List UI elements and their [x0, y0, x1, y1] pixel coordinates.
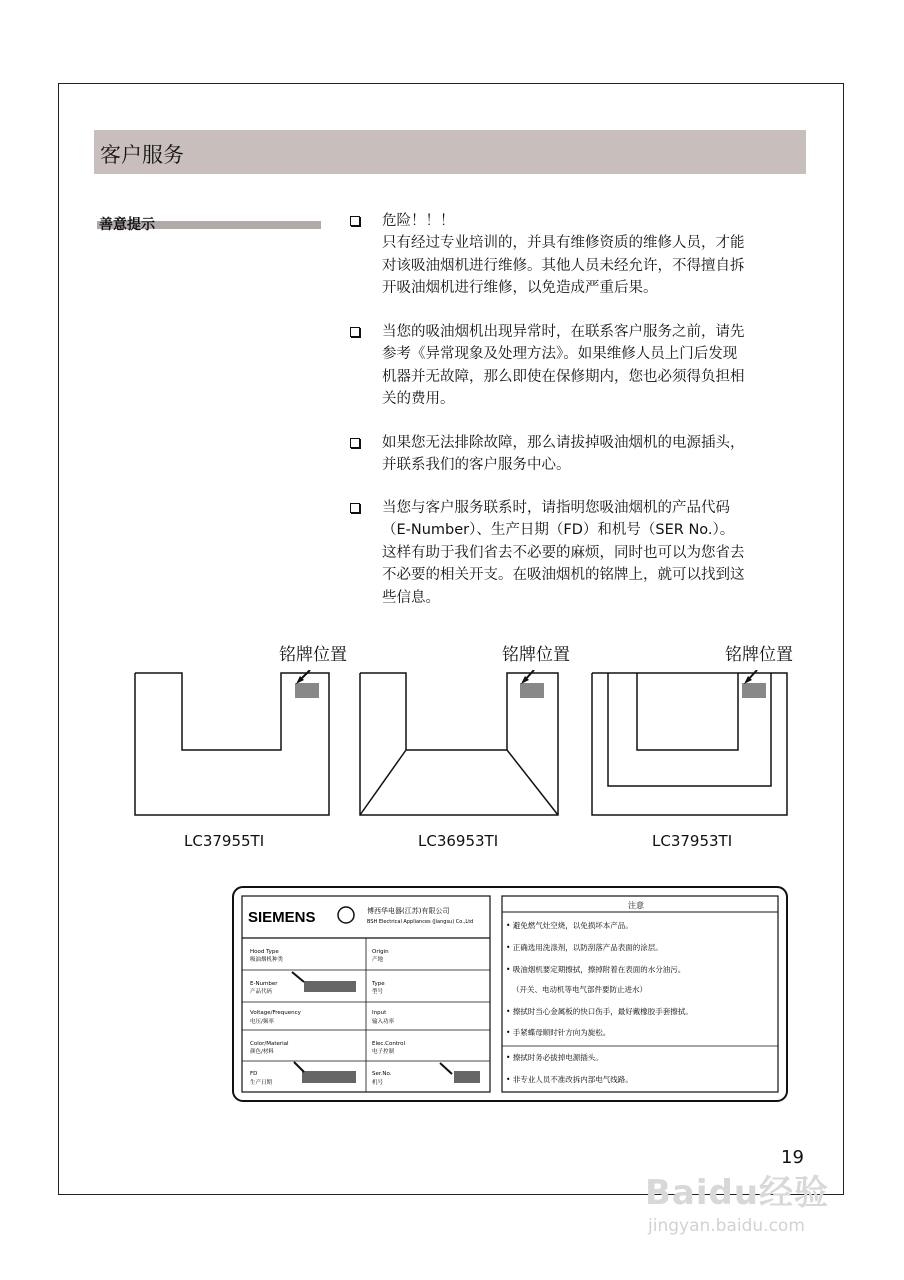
field-cn: 吸油烟机种类 [250, 957, 284, 963]
field-en: Type [372, 981, 385, 987]
nameplate-position-label: 铭牌位置 [502, 645, 570, 665]
tip-line: 机器并无故障，那么即使在保修期内，您也必须得负担相 [382, 368, 745, 385]
tip-line: 开吸油烟机进行维修，以免造成严重后果。 [382, 280, 658, 297]
tip-line: 当您的吸油烟机出现异常时，在联系客户服务之前，请先 [382, 324, 745, 340]
tip-line: 当您与客户服务联系时，请指明您吸油烟机的产品代码 [382, 500, 730, 516]
checkbox-bullet-icon [350, 438, 360, 448]
watermark [645, 1165, 829, 1236]
nameplate-image [232, 886, 788, 1102]
field-cn: 产品代码 [250, 989, 273, 995]
tip-line: 如果您无法排除故障，那么请拔掉吸油烟机的电源插头， [382, 435, 745, 451]
nameplate-position-label: 铭牌位置 [725, 645, 793, 665]
notice-line: • 正确选用洗涤剂，以防刮落产品表面的涂层。 [506, 943, 663, 952]
field-cn: 型号 [372, 989, 384, 995]
notice-line: （开关、电动机等电气部件要防止进水） [512, 985, 647, 994]
field-en: Color/Material [250, 1041, 289, 1047]
tip-line: 关的费用。 [382, 391, 455, 408]
field-en: Origin [372, 949, 389, 955]
hood-outline-1 [134, 670, 334, 850]
notice-title: 注意 [628, 901, 644, 910]
notice-line: • 吸油烟机要定期擦拭，擦掉附着在表面的水分油污。 [506, 965, 686, 974]
field-cn: 颜色/材料 [250, 1049, 274, 1055]
field-cn: 电子控制 [372, 1049, 395, 1055]
notice-line: • 擦拭时务必拔掉电源插头。 [506, 1053, 603, 1062]
section-title-bar [94, 130, 806, 174]
hood-diagram-3 [590, 640, 795, 852]
field-en: Voltage/Frequency [250, 1010, 301, 1016]
tip-line: 不必要的相关开支。在吸油烟机的铭牌上，就可以找到这 [382, 567, 745, 584]
brand-logo: SIEMENS [248, 909, 316, 926]
field-cn: 机号 [372, 1080, 384, 1086]
watermark-logo: Baidu经验 [645, 1173, 830, 1213]
page-number: 19 [781, 1147, 804, 1168]
company-name-en: BSH Electrical Appliances (Jiangsu) Co.,Ltd [367, 919, 474, 925]
hood-diagram-2 [358, 640, 570, 852]
tip-line: 这样有助于我们省去不必要的麻烦，同时也可以为您省去 [382, 544, 745, 561]
field-en: FD [250, 1071, 258, 1077]
hood-outline-3 [590, 670, 795, 850]
heading-label: 善意提示 [99, 217, 155, 233]
field-cn: 生产日期 [250, 1080, 273, 1086]
field-cn: 电压/频率 [250, 1019, 274, 1025]
field-en: Input [372, 1010, 387, 1016]
section-title: 客户服务 [100, 143, 184, 167]
field-en: Elec.Control [372, 1041, 406, 1047]
tip-line: 并联系我们的客户服务中心。 [382, 457, 571, 474]
hood-diagram-1 [134, 640, 347, 852]
model-label: LC36953TI [418, 832, 499, 850]
tip-line: （E-Number）、生产日期（FD）和机号（SER No.）。 [382, 522, 735, 539]
field-cn: 产地 [372, 957, 384, 963]
checkbox-bullet-icon [350, 216, 360, 226]
model-label: LC37953TI [652, 832, 733, 850]
notice-line: • 避免燃气灶空烧，以免损坏本产品。 [506, 921, 633, 930]
checkbox-bullet-icon [350, 503, 360, 513]
notice-line: • 非专业人员不准改拆内部电气线路。 [506, 1075, 633, 1084]
field-en: E-Number [250, 981, 278, 987]
tip-line: 些信息。 [382, 589, 440, 606]
company-name-cn: 博西华电器(江苏)有限公司 [367, 907, 450, 915]
field-cn: 输入功率 [372, 1019, 395, 1025]
tip-line: 参考《异常现象及处理方法》。如果维修人员上门后发现 [382, 346, 738, 363]
checkbox-bullet-icon [350, 327, 360, 337]
tip-line: 只有经过专业培训的，并具有维修资质的维修人员，才能 [382, 235, 745, 252]
nameplate-position-label: 铭牌位置 [279, 645, 347, 665]
tip-line: 对该吸油烟机进行维修。其他人员未经允许，不得擅自拆 [382, 257, 745, 274]
hood-outline-2 [358, 670, 563, 850]
field-en: Hood Type [250, 949, 279, 955]
watermark-url: jingyan.baidu.com [648, 1216, 805, 1236]
notice-line: • 擦拭时当心金属板的快口伤手，最好戴橡胶手套擦拭。 [506, 1007, 693, 1016]
field-en: Ser.No. [372, 1071, 392, 1077]
model-label: LC37955TI [184, 832, 265, 850]
sidebar-heading [97, 213, 321, 231]
tip-line: 危险！！！ [382, 213, 455, 229]
notice-line: • 手紧蝶母顺时针方向为旋松。 [506, 1028, 611, 1037]
